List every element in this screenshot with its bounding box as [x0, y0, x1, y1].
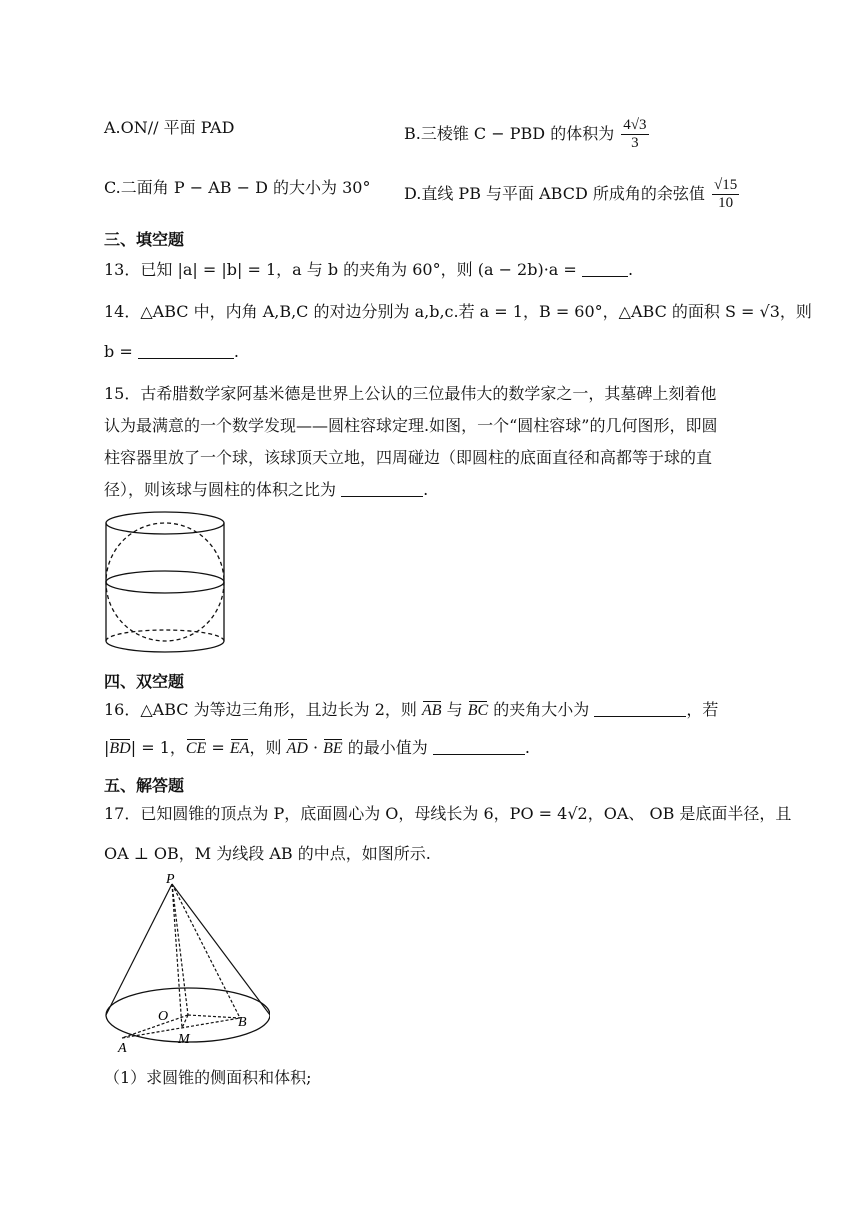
cylinder-bottom-front [106, 641, 224, 652]
cone-right-generatrix [172, 884, 270, 1015]
question-17-line-1: 17．已知圆锥的顶点为 P，底面圆心为 O，母线长为 6，PO = 4√2，OA、 OB 是底面半径，且 [104, 804, 792, 823]
question-16-min: 的最小值为 [347, 738, 428, 757]
equals: = [206, 738, 230, 757]
fraction-d-denominator: 10 [718, 195, 734, 211]
fraction-b-denominator: 3 [631, 135, 639, 151]
question-15-line-2: 认为最满意的一个数学发现——圆柱容球定理.如图，一个“圆柱容球”的几何图形，即圆 [104, 416, 718, 435]
vector-ea: EA [230, 738, 250, 760]
question-13: 13．已知 |a| = |b| = 1，a 与 b 的夹角为 60°，则 (a − 2b)·a = . [104, 260, 634, 279]
answer-blank-15 [341, 480, 423, 497]
question-15-text: 径），则该球与圆柱的体积之比为 [104, 480, 337, 499]
vector-be: BE [323, 738, 343, 760]
sphere-equator-front [106, 582, 224, 593]
option-b-text: B.三棱锥 C − PBD 的体积为 [404, 124, 615, 143]
segment-pb [172, 884, 240, 1018]
answer-blank-16a [594, 700, 686, 717]
vector-ce: CE [186, 738, 206, 760]
vector-bd: BD [109, 738, 130, 760]
abs-close: | = 1， [130, 738, 186, 757]
fraction-b [621, 117, 648, 152]
option-b [404, 117, 651, 152]
sphere-outline [106, 523, 224, 641]
option-d [404, 177, 741, 212]
label-a: A [118, 1041, 127, 1056]
question-14-line-1: 14．△ABC 中，内角 A,B,C 的对边分别为 a,b,c.若 a = 1，B = 60°，△ABC 的面积 S = √3，则 [104, 302, 812, 321]
section-title-double-blank: 四、双空题 [104, 672, 185, 691]
fraction-d [712, 177, 739, 212]
question-17-line-2: OA ⊥ OB，M 为线段 AB 的中点，如图所示. [104, 844, 431, 863]
cylinder-sphere-figure [100, 508, 230, 664]
label-o: O [158, 1009, 169, 1024]
section-title-solutions: 五、解答题 [104, 776, 185, 795]
answer-blank-16b [433, 738, 525, 755]
question-14-line-2: b = . [104, 342, 239, 361]
question-16-line-2: |BD| = 1，CE = EA，则 AD · BE 的最小值为 . [104, 737, 530, 760]
label-m: M [178, 1032, 190, 1047]
question-17-part-1: （1）求圆锥的侧面积和体积; [104, 1068, 312, 1087]
answer-blank-13 [582, 260, 628, 277]
fraction-b-numerator: 4√3 [623, 117, 647, 133]
cylinder-top-ellipse [106, 512, 224, 534]
answer-blank-14 [138, 342, 234, 359]
cone-figure [100, 870, 270, 1056]
question-16-and: 与 [446, 700, 463, 719]
question-15-line-3: 柱容器里放了一个球，该球顶天立地，四周碰边（即圆柱的底面直径和高都等于球的直 [104, 448, 713, 467]
question-16-intro: 16．△ABC 为等边三角形，且边长为 2，则 [104, 700, 417, 719]
radius-ob [188, 1015, 240, 1018]
dot: · [307, 738, 324, 757]
sphere-equator-back [106, 571, 224, 582]
option-c: C.二面角 P − AB − D 的大小为 30° [104, 178, 371, 197]
vector-bc: BC [468, 700, 488, 722]
question-13-text: 13．已知 |a| = |b| = 1，a 与 b 的夹角为 60°，则 (a − 2b)·a = [104, 260, 577, 279]
option-a: A.ON// 平面 PAD [104, 118, 235, 137]
vector-ad: AD [287, 738, 308, 760]
section-title-fill-in: 三、填空题 [104, 230, 185, 249]
label-p: P [166, 872, 175, 887]
question-15-line-4: 径），则该球与圆柱的体积之比为 . [104, 480, 429, 499]
question-14-b: b = [104, 342, 133, 361]
question-15-line-1: 15．古希腊数学家阿基米德是世界上公认的三位最伟大的数学家之一，其墓碑上刻着他 [104, 384, 717, 403]
vector-ab: AB [422, 700, 442, 722]
cone-left-generatrix [106, 884, 172, 1015]
then: ，则 [249, 738, 282, 757]
cylinder-bottom-back [106, 630, 224, 641]
question-16-line-1 [104, 699, 718, 722]
abs-open: | [104, 738, 110, 757]
question-16-angle: 的夹角大小为 [493, 700, 590, 719]
fraction-d-numerator: √15 [714, 177, 738, 193]
question-16-if: ，若 [686, 700, 719, 719]
option-d-text: D.直线 PB 与平面 ABCD 所成角的余弦值 [404, 184, 705, 203]
label-b: B [238, 1015, 247, 1030]
